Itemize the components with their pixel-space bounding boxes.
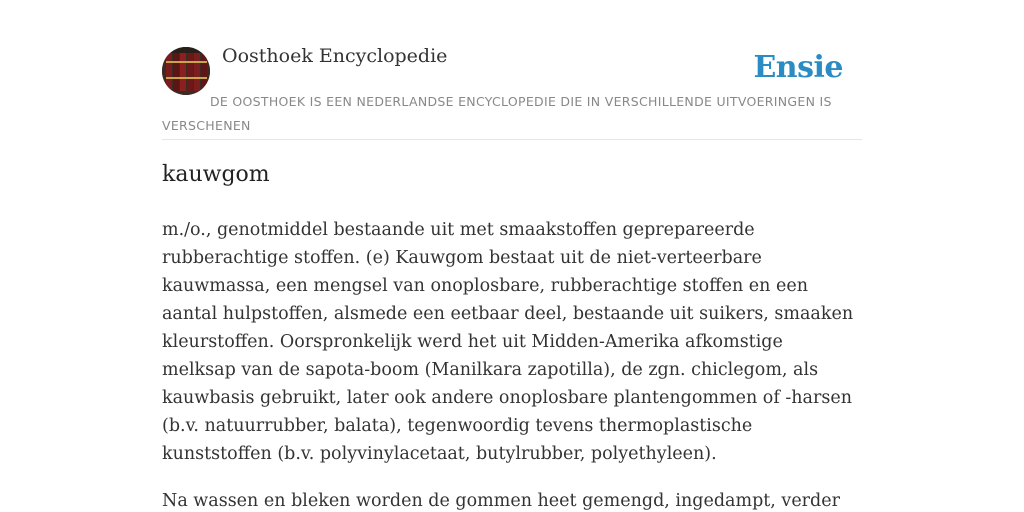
brand-logo-text[interactable]: Ensie (753, 50, 843, 85)
entry-title: kauwgom (162, 162, 270, 187)
site-tagline: DE OOSTHOEK IS EEN NEDERLANDSE ENCYCLOPEDIE DIE IN VERSCHILLENDE UITVOERINGEN IS VERSCHENEN (162, 94, 832, 133)
site-title[interactable]: Oosthoek Encyclopedie (222, 45, 448, 67)
encyclopedia-books-icon[interactable] (162, 47, 210, 95)
site-header (162, 0, 862, 140)
entry-paragraph-1: m./o., genotmiddel bestaande uit met smaakstoffen geprepareerde rubberachtige stoffen. (e) Kauwgom bestaat uit de niet-verteerbare kauwmassa, een mengsel van onoplosbare, rubberachtige stoffen en een aantal hulpstoffen, alsmede een eetbaar deel, bestaande uit suikers, smaaken kleurstoffen. Oorspronkelijk werd het uit Midden-Amerika afkomstige melksap van de sapota-boom (Manilkara zapotilla), de zgn. chiclegom, als kauwbasis gebruikt, later ook andere onoplosbare plantengommen of -harsen (b.v. natuurrubber, balata), tegenwoordig tevens thermoplastische kunststoffen (b.v. polyvinylacetaat, butylrubber, polyethyleen). (162, 220, 854, 464)
entry-content (162, 216, 862, 512)
logo-image (162, 47, 210, 95)
main-container (162, 0, 862, 511)
entry-paragraph-2: Na wassen en bleken worden de gommen heet gemengd, ingedampt, verder (162, 491, 840, 511)
